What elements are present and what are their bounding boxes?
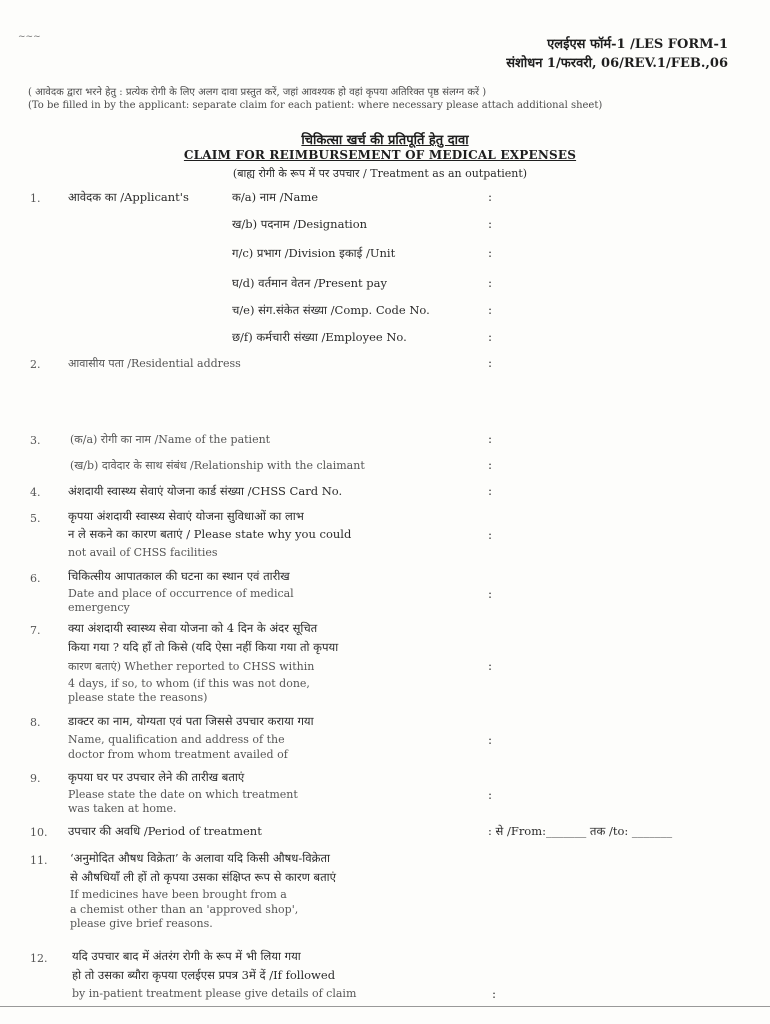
item-1f-employee-no: छ/f) कर्मचारी संख्या /Employee No. <box>232 330 407 344</box>
item-11-line-5: please give brief reasons. <box>70 917 213 930</box>
item-8-colon: : <box>488 733 493 747</box>
item-6-line-1: चिकित्सीय आपातकाल की घटना का स्थान एवं तारीख <box>68 569 290 583</box>
item-7-line-1: क्या अंशदायी स्वास्थ्य सेवा योजना को 4 दिन के अंदर सूचित <box>68 621 318 635</box>
title-subtitle: (बाह्य रोगी के रूप में पर उपचार / Treatment as an outpatient) <box>232 167 528 180</box>
instruction-hindi: ( आवेदक द्वारा भरने हेतु : प्रत्येक रोगी के लिए अलग दावा प्रस्तुत करें, जहां आवश्यक हो वहां कृपया अतिरिक्त पृष्ठ संलग्न करें ) <box>28 87 487 98</box>
item-1c-colon: : <box>488 246 493 260</box>
item-7-number: 7. <box>30 624 41 637</box>
item-10-from-to: : से /From:_______ तक /to: _______ <box>488 824 673 838</box>
corner-scribble: ~~~ <box>18 32 41 42</box>
item-7-line-2: किया गया ? यदि हाँ तो किसे (यदि ऐसा नहीं किया गया तो कृपया <box>68 640 339 654</box>
item-11-number: 11. <box>30 854 48 867</box>
item-12-line-2: हो तो उसका ब्यौरा कृपया एलईएस प्रपत्र 3में दें /If followed <box>72 968 336 982</box>
item-12-number: 12. <box>30 952 48 965</box>
item-9-line-3: was taken at home. <box>68 802 177 815</box>
title-english: CLAIM FOR REIMBURSEMENT OF MEDICAL EXPENSES <box>183 148 577 162</box>
item-12-line-1: यदि उपचार बाद में अंतरंग रोगी के रूप में भी लिया गया <box>72 949 301 963</box>
item-8-line-1: डाक्टर का नाम, योग्यता एवं पता जिससे उपचार कराया गया <box>68 714 314 728</box>
item-12-colon: : <box>492 987 497 1001</box>
item-3a-patient-name: (क/a) रोगी का नाम /Name of the patient <box>70 433 271 446</box>
item-6-number: 6. <box>30 572 41 585</box>
item-9-line-2: Please state the date on which treatment <box>68 788 298 801</box>
item-7-line-5: please state the reasons) <box>68 691 208 704</box>
item-6-line-3: emergency <box>68 601 130 614</box>
form-number: एलईएस फॉर्म-1 /LES FORM-1 <box>547 37 728 52</box>
item-1-label: आवेदक का /Applicant's <box>68 190 189 204</box>
item-3-number: 3. <box>30 434 41 447</box>
item-1d-colon: : <box>488 276 493 290</box>
item-8-number: 8. <box>30 716 41 729</box>
item-1c-division: ग/c) प्रभाग /Division इकाई /Unit <box>232 246 396 260</box>
item-1b-designation: ख/b) पदनाम /Designation <box>232 217 368 231</box>
item-7-line-3: कारण बताएं) Whether reported to CHSS within <box>68 660 315 673</box>
item-3a-colon: : <box>488 432 493 446</box>
instruction-english: (To be filled in by the applicant: separate claim for each patient: where necessary please attach additional sheet) <box>28 100 603 111</box>
item-11-line-4: a chemist other than an 'approved shop', <box>70 903 299 916</box>
item-5-line-2: न ले सकने का कारण बताएं / Please state why you could <box>68 527 352 541</box>
item-1b-colon: : <box>488 217 493 231</box>
item-9-line-1: कृपया घर पर उपचार लेने की तारीख बताएं <box>68 770 245 784</box>
item-1f-colon: : <box>488 330 493 344</box>
item-9-colon: : <box>488 788 493 802</box>
item-8-line-2: Name, qualification and address of the <box>68 733 285 746</box>
item-4-number: 4. <box>30 486 41 499</box>
item-1d-present-pay: घ/d) वर्तमान वेतन /Present pay <box>232 276 388 290</box>
page-bottom-edge <box>0 1006 770 1007</box>
item-5-line-3: not avail of CHSS facilities <box>68 546 218 559</box>
item-7-line-4: 4 days, if so, to whom (if this was not done, <box>68 677 310 690</box>
item-1e-comp-code: च/e) संग.संकेत संख्या /Comp. Code No. <box>232 303 430 317</box>
item-10-number: 10. <box>30 826 48 839</box>
item-3b-relationship: (ख/b) दावेदार के साथ संबंध /Relationship with the claimant <box>70 459 365 472</box>
item-11-line-3: If medicines have been brought from a <box>70 888 287 901</box>
item-4-colon: : <box>488 484 493 498</box>
item-9-number: 9. <box>30 772 41 785</box>
item-2-residential-address: आवासीय पता /Residential address <box>68 357 241 370</box>
item-4-chss-card: अंशदायी स्वास्थ्य सेवाएं योजना कार्ड संख्या /CHSS Card No. <box>68 484 343 498</box>
revision-line: संशोधन 1/फरवरी, 06/REV.1/FEB.,06 <box>506 56 728 71</box>
item-3b-colon: : <box>488 458 493 472</box>
item-1-number: 1. <box>30 192 41 205</box>
item-1e-colon: : <box>488 303 493 317</box>
item-8-line-3: doctor from whom treatment availed of <box>68 748 288 761</box>
item-5-colon: : <box>488 528 493 542</box>
item-11-line-2: से औषधियाँ ली हों तो कृपया उसका संक्षिप्त रूप से कारण बताएं <box>70 870 337 884</box>
item-7-colon: : <box>488 659 493 673</box>
item-2-number: 2. <box>30 358 41 371</box>
item-2-colon: : <box>488 356 493 370</box>
item-1a-colon: : <box>488 190 493 204</box>
item-1a-name: क/a) नाम /Name <box>232 190 319 204</box>
item-10-period-of-treatment: उपचार की अवधि /Period of treatment <box>68 824 262 838</box>
item-6-colon: : <box>488 587 493 601</box>
title-hindi: चिकित्सा खर्च की प्रतिपूर्ति हेतु दावा <box>301 133 469 148</box>
item-5-line-1: कृपया अंशदायी स्वास्थ्य सेवाएं योजना सुविधाओं का लाभ <box>68 509 304 523</box>
item-12-line-3: by in-patient treatment please give details of claim <box>72 987 357 1000</box>
item-5-number: 5. <box>30 512 41 525</box>
item-11-line-1: ‘अनुमोदित औषध विक्रेता’ के अलावा यदि किसी औषध-विक्रेता <box>70 851 330 865</box>
item-6-line-2: Date and place of occurrence of medical <box>68 587 294 600</box>
